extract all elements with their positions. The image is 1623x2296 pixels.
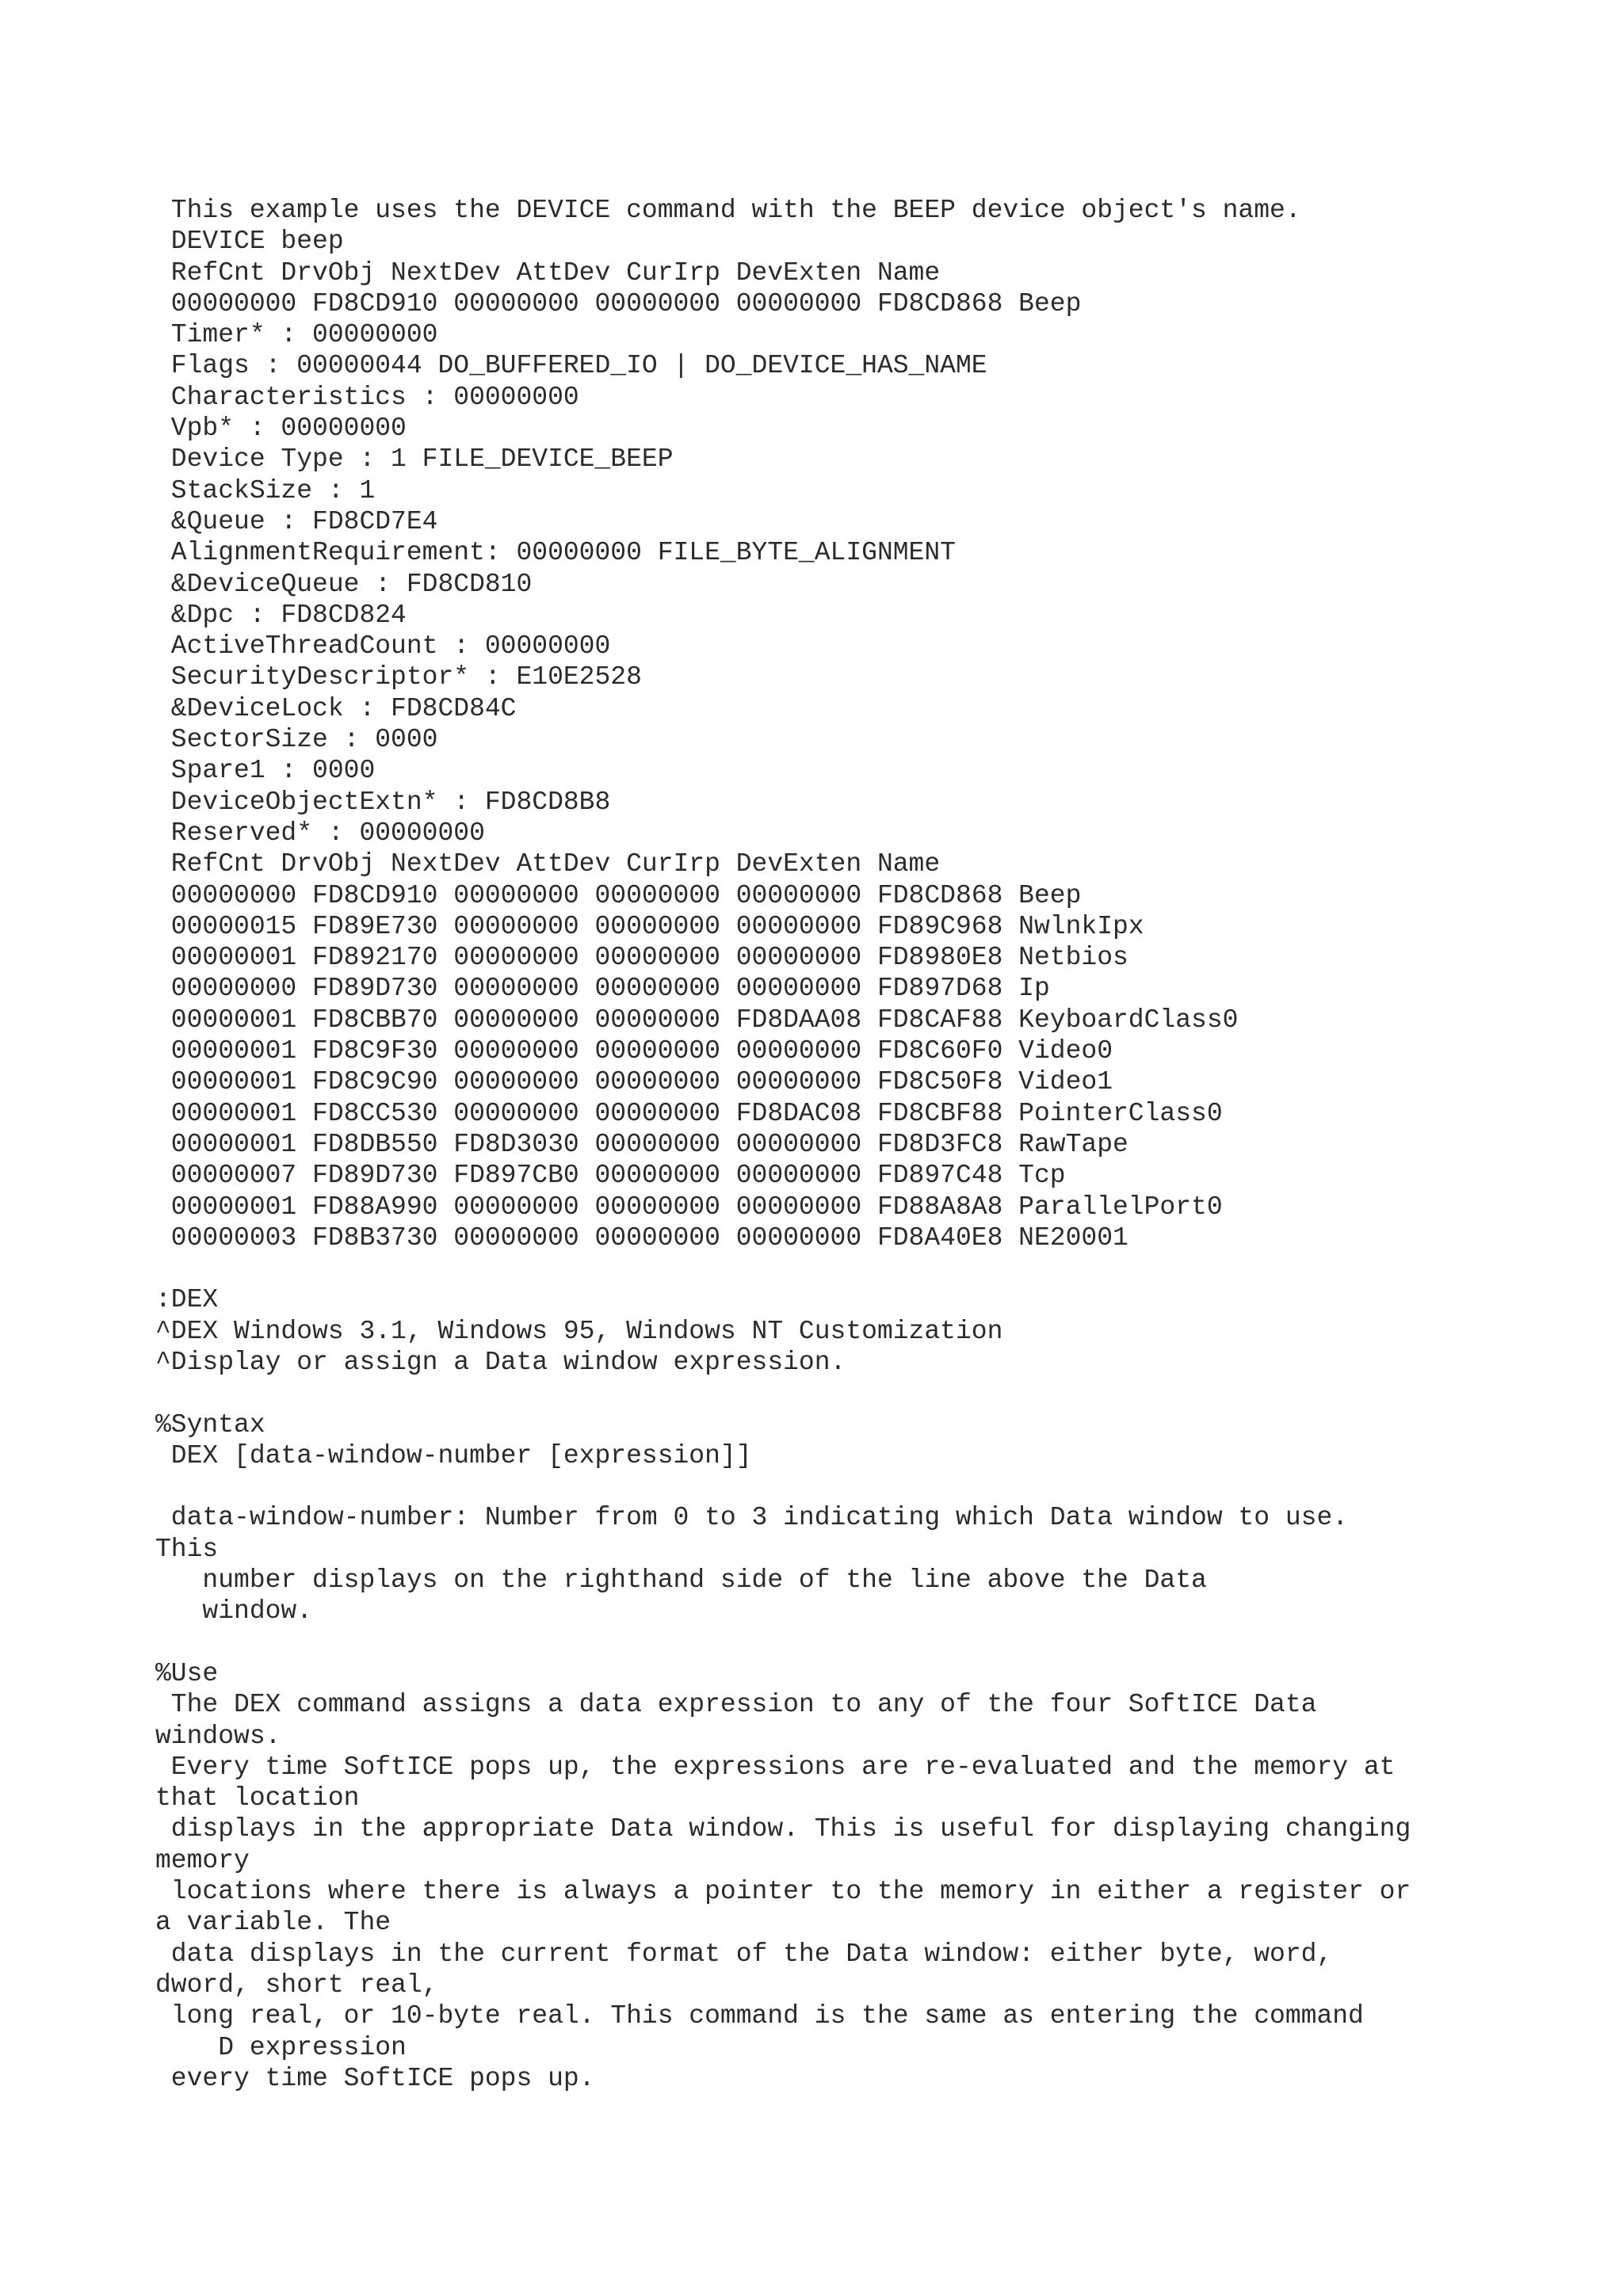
text-line: that location (155, 1783, 360, 1814)
text-line: data-window-number: Number from 0 to 3 indicating which Data window to use. (155, 1503, 1349, 1533)
text-line: 00000001 FD892170 00000000 00000000 00000000 FD8980E8 Netbios (155, 943, 1128, 973)
text-line: %Syntax (155, 1409, 265, 1440)
text-line: memory (155, 1845, 250, 1875)
document-text (155, 195, 1411, 2094)
text-line: %Use (155, 1658, 219, 1688)
text-line: StackSize : 1 (155, 475, 376, 505)
text-line: DEX [data-window-number [expression]] (155, 1440, 752, 1470)
text-line: 00000001 FD8CC530 00000000 00000000 FD8DAC08 FD8CBF88 PointerClass0 (155, 1098, 1223, 1128)
text-line: Every time SoftICE pops up, the expressions are re-evaluated and the memory at (155, 1752, 1396, 1782)
text-line: 00000001 FD8DB550 FD8D3030 00000000 00000000 FD8D3FC8 RawTape (155, 1129, 1128, 1159)
text-line: 00000000 FD8CD910 00000000 00000000 00000000 FD8CD868 Beep (155, 880, 1082, 910)
text-line: AlignmentRequirement: 00000000 FILE_BYTE_ALIGNMENT (155, 538, 956, 568)
text-line: DeviceObjectExtn* : FD8CD8B8 (155, 787, 611, 817)
text-line: Vpb* : 00000000 (155, 414, 407, 444)
text-line: Device Type : 1 FILE_DEVICE_BEEP (155, 444, 674, 475)
text-line: 00000000 FD89D730 00000000 00000000 00000000 FD897D68 Ip (155, 974, 1050, 1004)
text-line: 00000001 FD8C9C90 00000000 00000000 00000000 FD8C50F8 Video1 (155, 1067, 1113, 1097)
text-line: 00000000 FD8CD910 00000000 00000000 00000000 FD8CD868 Beep (155, 288, 1082, 318)
text-line: ^DEX Windows 3.1, Windows 95, Windows NT Customization (155, 1316, 1003, 1346)
text-line: RefCnt DrvObj NextDev AttDev CurIrp DevExten Name (155, 257, 941, 288)
text-line: 00000001 FD8C9F30 00000000 00000000 00000000 FD8C60F0 Video0 (155, 1036, 1113, 1066)
text-line: DEVICE beep (155, 227, 344, 257)
text-line: SectorSize : 0000 (155, 725, 438, 755)
text-line: long real, or 10-byte real. This command is the same as entering the command (155, 2001, 1364, 2031)
text-line: Characteristics : 00000000 (155, 382, 579, 412)
text-line: number displays on the righthand side of the line above the Data (155, 1566, 1207, 1596)
text-line: a variable. The (155, 1908, 391, 1938)
text-line: &Queue : FD8CD7E4 (155, 506, 438, 536)
text-line: data displays in the current format of the Data window: either byte, word, (155, 1939, 1333, 1969)
text-line: &DeviceLock : FD8CD84C (155, 693, 517, 723)
text-line: 00000003 FD8B3730 00000000 00000000 00000000 FD8A40E8 NE20001 (155, 1222, 1128, 1253)
text-line: window. (155, 1596, 313, 1627)
text-line: This (155, 1534, 219, 1564)
text-line: Flags : 00000044 DO_BUFFERED_IO | DO_DEVICE_HAS_NAME (155, 351, 987, 381)
text-line: displays in the appropriate Data window. This is useful for displaying changing (155, 1814, 1411, 1844)
text-line: ActiveThreadCount : 00000000 (155, 631, 611, 662)
text-line: D expression (155, 2032, 407, 2062)
text-line: 00000015 FD89E730 00000000 00000000 00000000 FD89C968 NwlnkIpx (155, 911, 1144, 941)
text-line: :DEX (155, 1285, 219, 1315)
text-line: This example uses the DEVICE command with the BEEP device object's name. (155, 196, 1301, 225)
text-line: Timer* : 00000000 (155, 320, 438, 350)
text-line: &Dpc : FD8CD824 (155, 600, 407, 630)
text-line: windows. (155, 1721, 281, 1751)
text-line: dword, short real, (155, 1970, 438, 2000)
text-line (155, 1253, 1411, 1284)
text-line: 00000001 FD8CBB70 00000000 00000000 FD8DAA08 FD8CAF88 KeyboardClass0 (155, 1005, 1239, 1035)
text-line: The DEX command assigns a data expression to any of the four SoftICE Data (155, 1690, 1317, 1720)
text-line: Reserved* : 00000000 (155, 818, 485, 848)
text-line: locations where there is always a pointer to the memory in either a register or (155, 1877, 1411, 1907)
text-line: 00000001 FD88A990 00000000 00000000 00000000 FD88A8A8 ParallelPort0 (155, 1192, 1223, 1222)
text-line (155, 1378, 1411, 1409)
text-line: every time SoftICE pops up. (155, 2063, 595, 2093)
text-line: &DeviceQueue : FD8CD810 (155, 569, 533, 599)
text-line: 00000007 FD89D730 FD897CB0 00000000 00000000 FD897C48 Tcp (155, 1161, 1066, 1191)
text-line (155, 1627, 1411, 1658)
text-line: ^Display or assign a Data window expression. (155, 1347, 846, 1377)
text-line (155, 1471, 1411, 1502)
text-line: RefCnt DrvObj NextDev AttDev CurIrp DevExten Name (155, 849, 941, 879)
text-line: SecurityDescriptor* : E10E2528 (155, 662, 642, 692)
text-line: Spare1 : 0000 (155, 756, 376, 786)
